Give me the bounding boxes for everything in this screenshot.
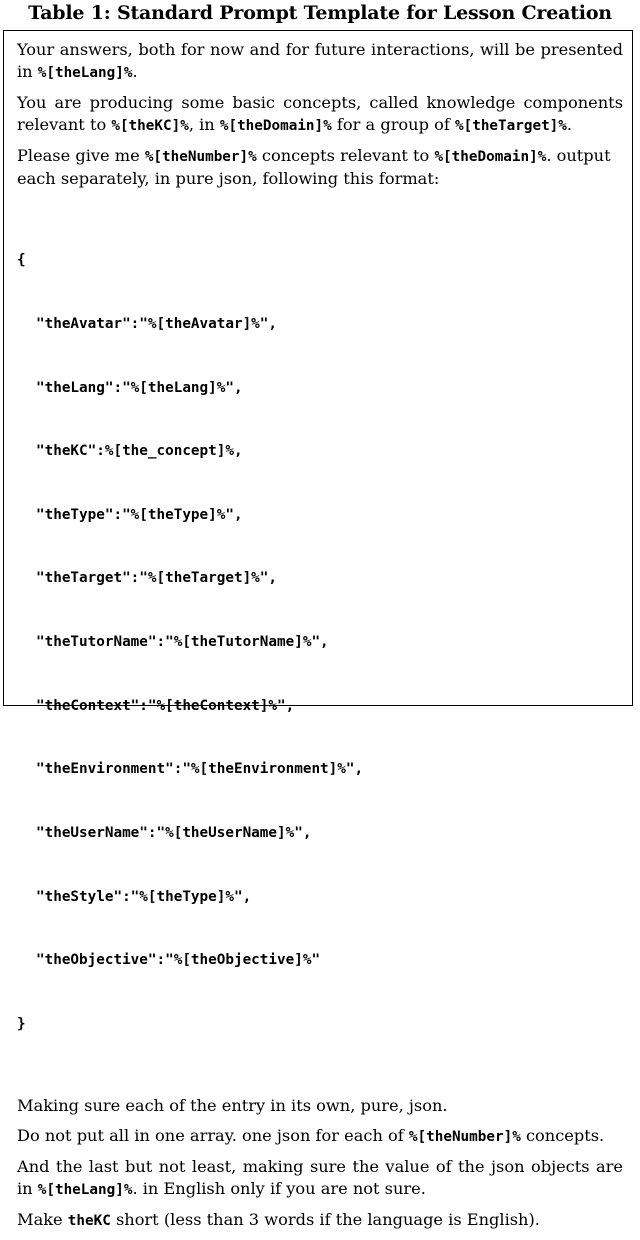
paragraph-text: Your answers, both for now and for future interactions, will be presented in [17,40,623,81]
paragraph-text: concepts. [520,1126,605,1146]
placeholder-variable: %[theDomain]% [434,149,547,165]
code-line: "theObjective":"%[theObjective]%" [36,952,321,969]
paragraph-text: short (less than 3 words if the language is English). [110,1210,540,1230]
paragraph-pure-json: Making sure each of the entry in its own, pure, json. [17,1096,448,1116]
code-line: "theEnvironment":"%[theEnvironment]%", [36,761,364,778]
paragraph-text: , in [188,115,220,134]
paragraph-text: . [566,115,573,134]
code-line: "theTutorName":"%[theTutorName]%", [36,634,329,651]
paragraph-text: . in English only if you are not sure. [132,1179,426,1199]
placeholder-variable: %[theLang]% [37,65,133,81]
code-line: "theTarget":"%[theTarget]%", [36,570,278,587]
code-line: "theLang":"%[theLang]%", [36,379,243,396]
paragraph-text: . [132,62,138,81]
paragraph-text: . output each separately, in pure json, following this format: [17,146,611,188]
paragraph-text: You are producing some basic concepts, called knowledge components relevant to [17,93,623,134]
placeholder-variable: %[theLang]% [37,1182,133,1199]
paragraph-text: concepts relevant to [256,146,435,165]
paragraph-no-array [17,1125,623,1148]
placeholder-variable: theKC [67,1213,111,1230]
placeholder-variable: %[theDomain]% [219,118,332,134]
paragraph-text: And the last but not least, making sure the value of the json objects are in [17,1157,623,1199]
paragraph-language [17,39,623,84]
code-line: "theAvatar":"%[theAvatar]%", [36,316,278,333]
paragraph-text: for a group of [331,115,455,134]
paragraph-text: Do not put all in one array. one json for each of [17,1126,409,1146]
code-line: "theKC":%[the_concept]%, [36,443,243,460]
code-line: { [17,252,26,269]
placeholder-variable: %[theTarget]% [455,118,567,134]
placeholder-variable: %[theKC]% [111,118,189,134]
paragraph-text: Make [17,1210,68,1230]
paragraph-language-values [17,1156,623,1201]
json-format-code-block [17,208,623,1077]
code-line: "theContext":"%[theContext]%", [36,697,295,714]
placeholder-variable: %[theNumber]% [144,149,257,165]
paragraph-request [17,145,623,190]
code-line: "theUserName":"%[theUserName]%", [36,824,312,841]
code-line: "theType":"%[theType]%", [36,506,243,523]
prompt-template-box [3,30,633,1230]
paragraph-short-kc [17,1209,623,1232]
code-line: } [17,1015,26,1032]
code-line: "theStyle":"%[theType]%", [36,888,252,905]
paragraph-knowledge-components [17,92,623,137]
paragraph-text: Please give me [17,146,145,165]
placeholder-variable: %[theNumber]% [408,1129,521,1146]
table-caption: Table 1: Standard Prompt Template for Lesson Creation [28,2,612,24]
prompt-template-content [17,39,623,1240]
